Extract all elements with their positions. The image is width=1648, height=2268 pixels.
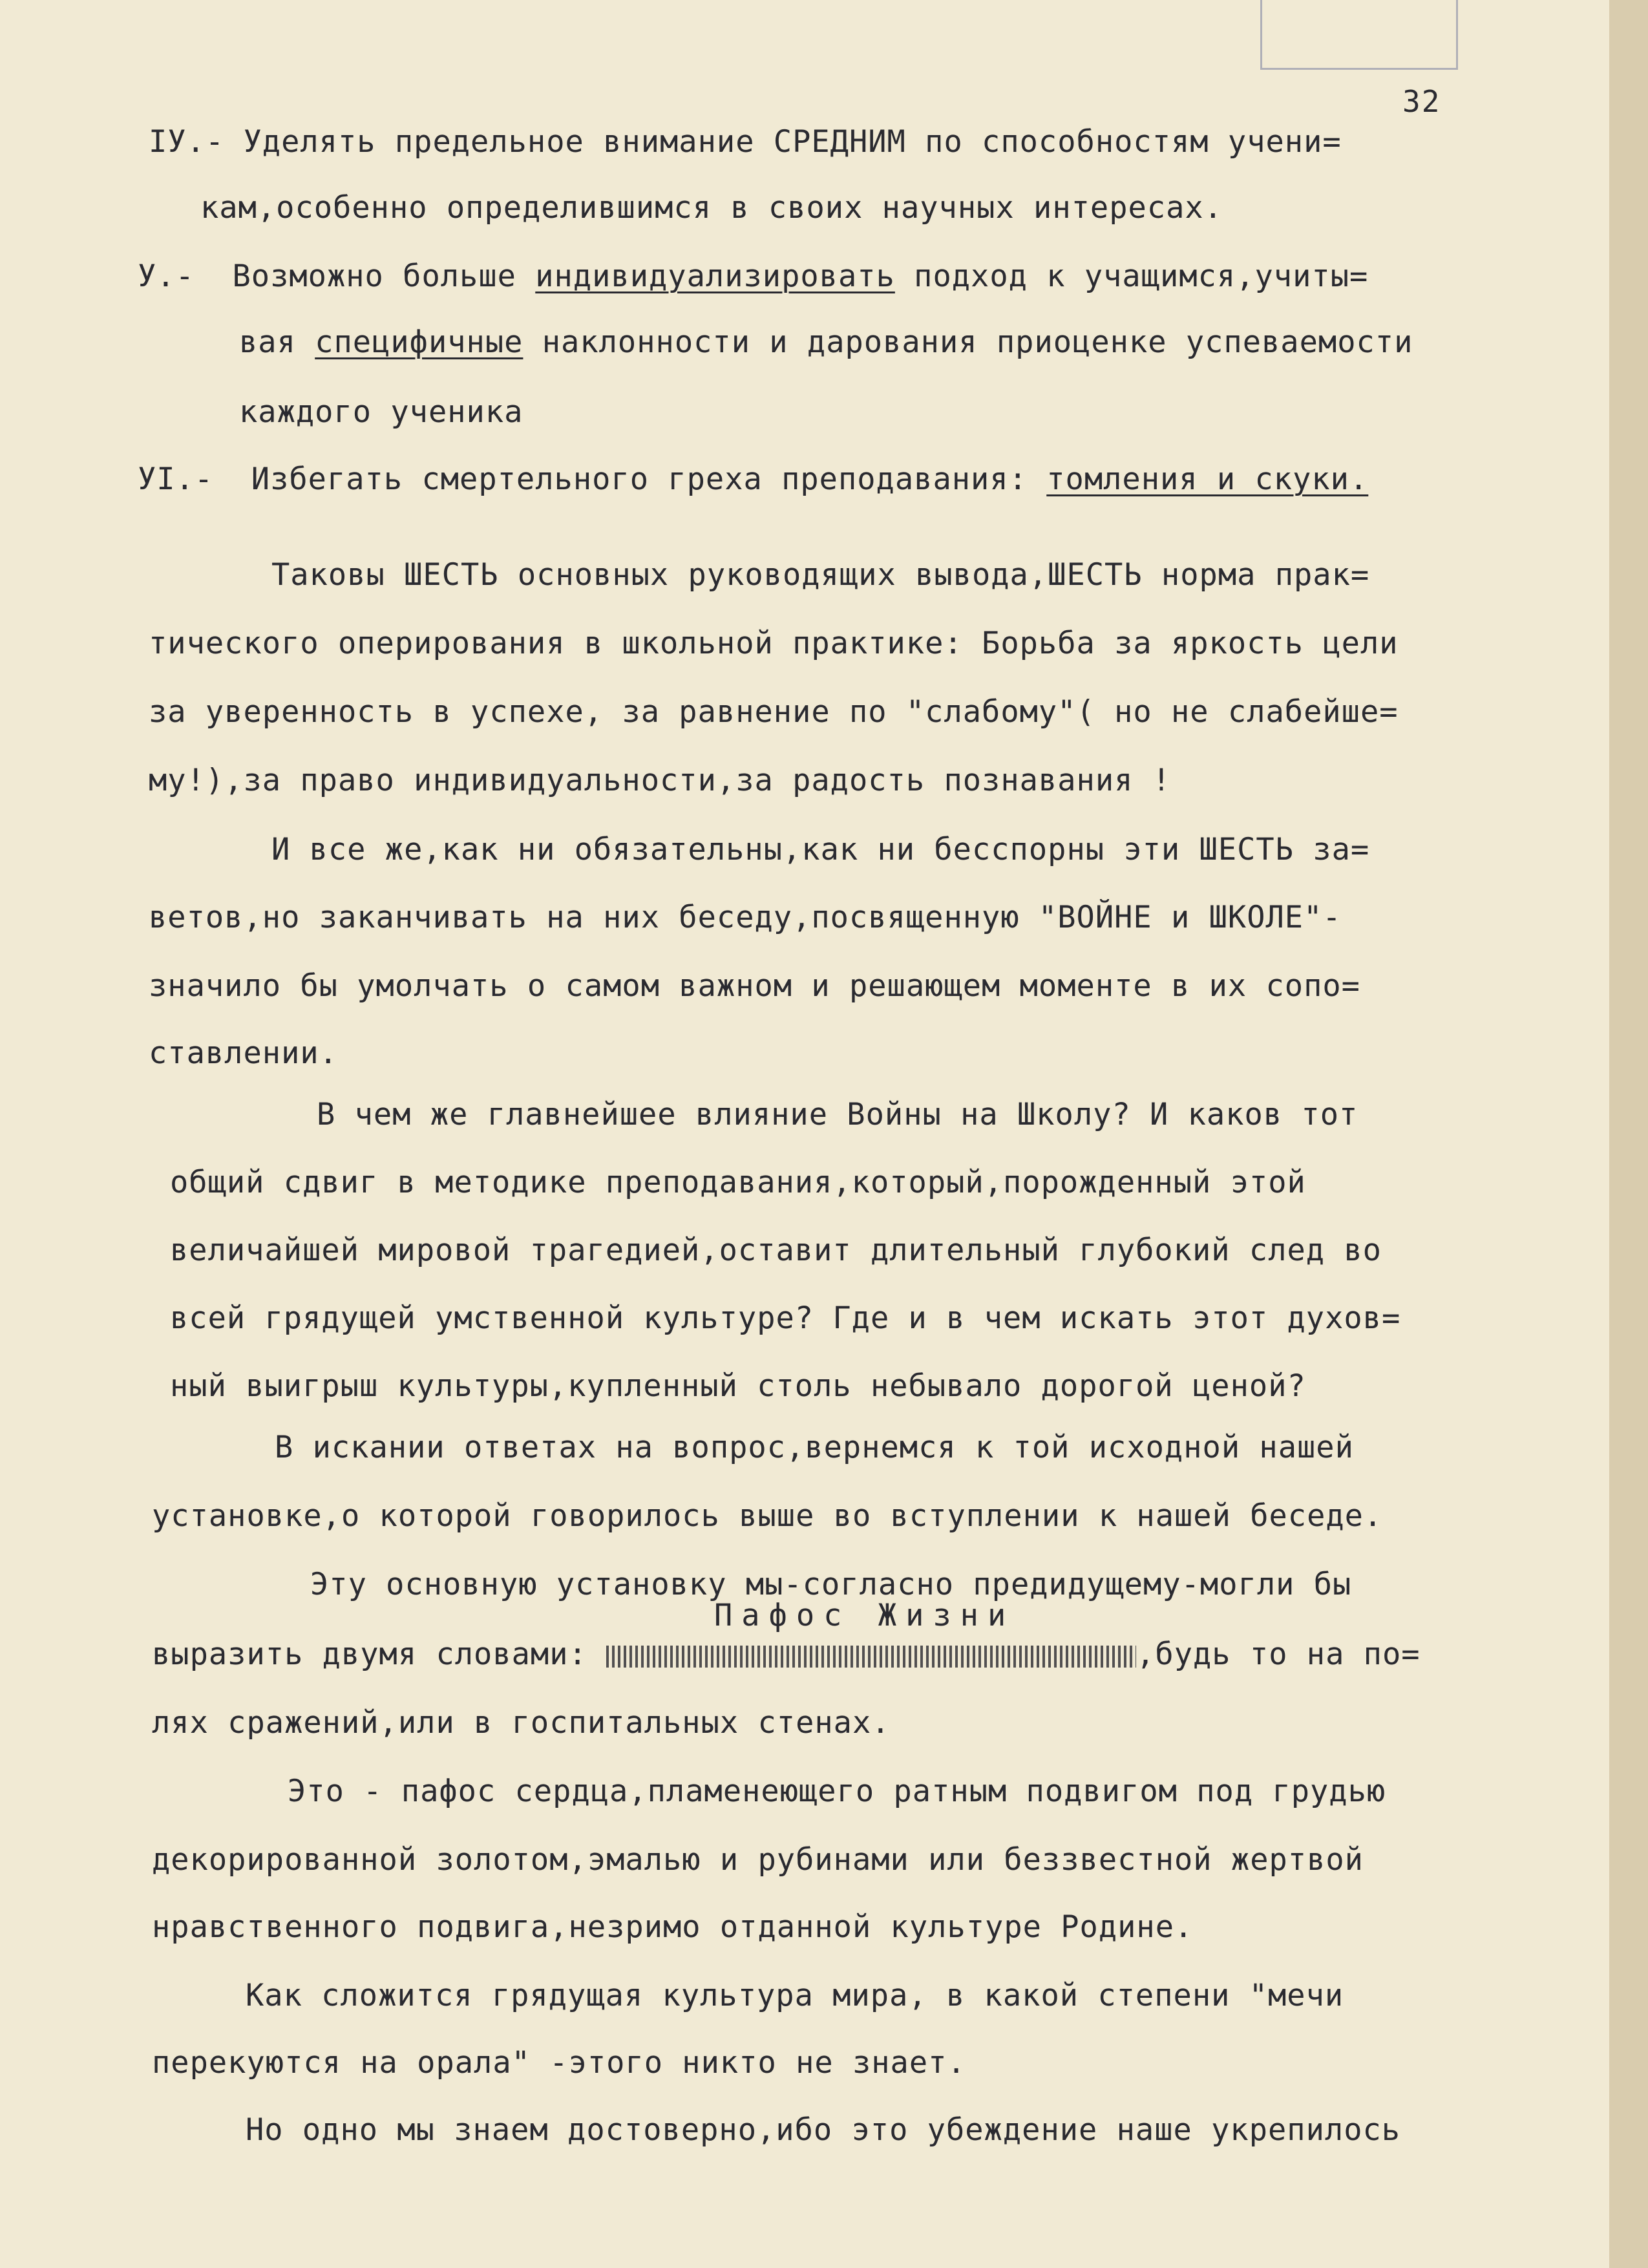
text-line: за уверенность в успехе, за равнение по "слабому"( но не слабейше=: [149, 694, 1399, 730]
text-line: величайшей мировой трагедией,оставит длительный глубокий след во: [170, 1233, 1382, 1268]
text-line: му!),за право индивидуальности,за радость познавания !: [149, 763, 1172, 798]
underlined-text: индивидуализировать: [535, 259, 895, 294]
text-line: ставлении.: [149, 1035, 338, 1071]
item-number: УI.-: [138, 461, 214, 497]
text-line: всей грядущей умственной культуре? Где и в чем искать этот духов=: [170, 1300, 1401, 1336]
text-line: ный выигрыш культуры,купленный столь небывало дорогой ценой?: [170, 1368, 1306, 1404]
text-line: перекуются на орала" -этого никто не знает.: [152, 2045, 966, 2081]
text-fragment: наклонности и дарования приоценке успеваемости: [542, 324, 1413, 360]
paper-edge: [1609, 0, 1648, 2268]
text-fragment: выразить двумя словами:: [152, 1637, 587, 1672]
text-fragment: ,будь то на по=: [1136, 1637, 1421, 1672]
text-fragment: Избегать смертельного греха преподавания:: [251, 461, 1028, 497]
text-line: [138, 460, 1368, 499]
text-line: кам,особенно определившимся в своих научных интересах.: [200, 190, 1223, 226]
text-line: [138, 257, 1368, 296]
text-line: установке,о которой говорилось выше во вступлении к нашей беседе.: [152, 1498, 1383, 1534]
text-line: значило бы умолчать о самом важном и решающем моменте в их сопо=: [149, 968, 1360, 1004]
archive-stamp: [1260, 0, 1458, 70]
text-line: [152, 1635, 1421, 1674]
text-line: каждого ученика: [239, 394, 523, 430]
text-line: И все же,как ни обязательны,как ни бесспорны эти ШЕСТЬ за=: [271, 832, 1370, 867]
page-number: 32: [1402, 84, 1441, 119]
text-line: [239, 323, 1413, 362]
underlined-text: специфичные: [315, 324, 523, 360]
underlined-text: томления и скуки.: [1046, 461, 1369, 497]
text-line: В чем же главнейшее влияние Войны на Школу? И каков тот: [317, 1097, 1358, 1132]
item-number: У.-: [138, 259, 195, 294]
text-line: тического оперирования в школьной практике: Борьба за яркость цели: [149, 626, 1399, 661]
text-line: Это - пафос сердца,пламенеющего ратным подвигом под грудью: [288, 1774, 1386, 1809]
text-line: ветов,но заканчивать на них беседу,посвященную "ВОЙНЕ и ШКОЛЕ"-: [149, 900, 1342, 935]
text-line: Как сложится грядущая культура мира, в какой степени "мечи: [246, 1978, 1344, 2013]
typed-insertion: Пафос Жизни: [714, 1598, 1015, 1633]
text-line: В искании ответах на вопрос,вернемся к той исходной нашей: [275, 1430, 1354, 1465]
text-fragment: подход к учащимся,учиты=: [914, 259, 1369, 294]
text-line: нравственного подвига,незримо отданной культуре Родине.: [152, 1909, 1194, 1945]
text-line: Но одно мы знаем достоверно,ибо это убеждение наше укрепилось: [246, 2112, 1401, 2148]
text-line: лях сражений,или в госпитальных стенах.: [152, 1705, 891, 1741]
text-line: общий сдвиг в методике преподавания,который,порожденный этой: [170, 1165, 1306, 1200]
text-line: IУ.- Уделять предельное внимание СРЕДНИМ по способностям учени=: [149, 124, 1342, 160]
struck-out-text: [606, 1646, 1136, 1668]
text-line: Таковы ШЕСТЬ основных руководящих вывода,ШЕСТЬ норма прак=: [271, 557, 1370, 593]
text-line: Эту основную установку мы-согласно предидущему-могли бы: [310, 1567, 1352, 1602]
text-fragment: Возможно больше: [232, 259, 516, 294]
text-fragment: вая: [239, 324, 296, 360]
text-line: декорированной золотом,эмалью и рубинами или беззвестной жертвой: [152, 1842, 1364, 1878]
